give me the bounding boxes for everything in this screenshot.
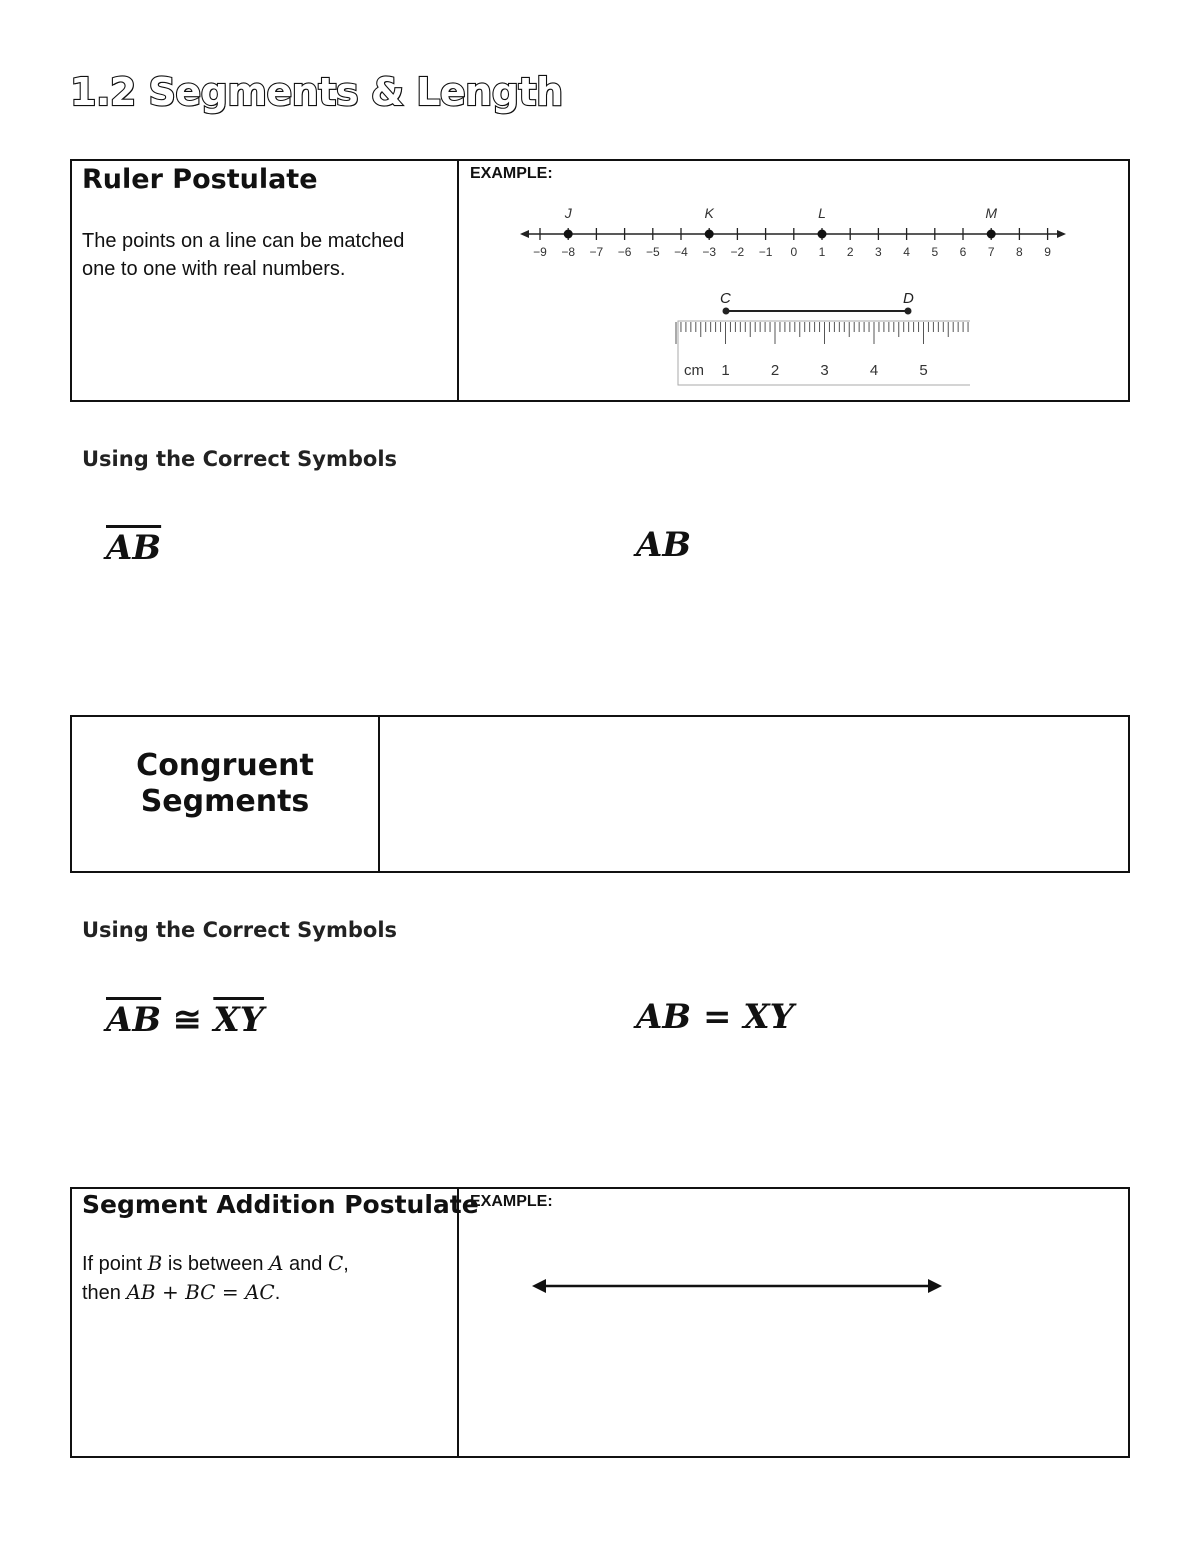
point-c — [723, 308, 730, 315]
number-line-tick-label: 1 — [818, 245, 826, 259]
segment-ab-congruent: $\overline{AB}$ — [106, 1000, 162, 1040]
addition-example-line — [530, 1274, 945, 1298]
symbols-heading-2: Using the Correct Symbols — [82, 918, 398, 942]
var-c: C — [327, 1251, 344, 1275]
number-line-tick-label: 8 — [1016, 245, 1023, 259]
number-line-point-l — [818, 230, 827, 239]
congruent-segments-heading — [72, 748, 378, 820]
number-line-tick-label: 3 — [875, 245, 882, 259]
example-line-left-arrow — [532, 1279, 546, 1293]
congruent-segments-divider — [378, 715, 380, 873]
number-line-tick-label: −5 — [645, 245, 660, 259]
congruence-statement — [106, 1000, 264, 1040]
number-line-point-k — [705, 230, 714, 239]
point-d-label: D — [903, 290, 914, 307]
congruent-sign: ≅ — [172, 1000, 202, 1040]
var-a: A — [269, 1251, 284, 1275]
number-line-tick-label: −2 — [730, 245, 745, 259]
number-line-point-j — [564, 230, 573, 239]
segment-ab-symbol: $\overline{AB}$ — [106, 528, 162, 568]
ruler-number: 4 — [869, 362, 879, 379]
addition-line-1-end: , — [343, 1253, 349, 1275]
congruent-heading-line-1: Congruent — [136, 748, 314, 783]
ruler-number: 3 — [820, 362, 829, 379]
number-line-tick-label: 9 — [1044, 245, 1051, 259]
addition-line-1-and: and — [283, 1253, 328, 1275]
segment-addition-description — [82, 1249, 349, 1307]
ruler-unit: cm — [684, 362, 704, 379]
number-line-right-arrow — [1057, 230, 1066, 238]
number-line-point-label-l: L — [818, 205, 826, 221]
ruler-figure — [670, 285, 980, 390]
number-line-point-label-m: M — [985, 205, 998, 221]
point-c-label: C — [720, 290, 731, 307]
length-equation: AB = XY — [636, 997, 794, 1037]
ruler-postulate-divider — [457, 159, 459, 402]
addition-line-2-end: . — [274, 1282, 281, 1304]
addition-line-1-prefix: If point — [82, 1253, 148, 1275]
number-line-point-m — [987, 230, 996, 239]
number-line-tick-label: −1 — [758, 245, 773, 259]
page-title: 1.2 Segments & Length — [70, 70, 563, 114]
number-line-tick-label: 0 — [790, 245, 798, 259]
description-line-2: one to one with real numbers. — [82, 258, 346, 280]
congruent-heading-line-2: Segments — [140, 784, 310, 819]
number-line-tick-label: 6 — [959, 245, 967, 259]
number-line-left-arrow — [520, 230, 529, 238]
number-line-tick-label: 7 — [987, 245, 995, 259]
length-ab-symbol: AB — [636, 525, 692, 565]
description-line-1: The points on a line can be matched — [82, 230, 405, 252]
segment-addition-divider — [457, 1187, 459, 1458]
number-line-tick-label: −7 — [589, 245, 604, 259]
number-line-tick-label: −8 — [561, 245, 576, 259]
addition-line-2-prefix: then — [82, 1282, 127, 1304]
number-line-tick-label: −9 — [533, 245, 547, 259]
ruler-number: 2 — [770, 362, 780, 379]
ruler-number: 5 — [919, 362, 928, 379]
number-line-point-label-j: J — [564, 205, 572, 221]
number-line-tick-label: −3 — [702, 245, 717, 259]
number-line-tick-label: −4 — [674, 245, 688, 259]
addition-line-1 — [82, 1249, 349, 1278]
segment-addition-box — [70, 1187, 1130, 1458]
segment-xy-congruent: $\overline{XY}$ — [213, 1000, 264, 1040]
segment-addition-heading: Segment Addition Postulate — [82, 1190, 479, 1219]
symbols-heading-1: Using the Correct Symbols — [82, 447, 398, 471]
var-b: B — [147, 1251, 163, 1275]
number-line-tick-label: 4 — [903, 245, 910, 259]
ruler-postulate-heading: Ruler Postulate — [82, 164, 318, 195]
addition-example-label: EXAMPLE: — [470, 1193, 553, 1210]
addition-line-2 — [82, 1278, 349, 1307]
addition-equation: AB + BC = AC — [126, 1280, 275, 1304]
addition-line-1-mid: is between — [162, 1253, 270, 1275]
number-line-tick-label: −6 — [617, 245, 632, 259]
point-d — [905, 308, 912, 315]
ruler-postulate-description — [82, 227, 404, 283]
number-line — [520, 200, 1080, 265]
ruler-number: 1 — [721, 362, 730, 379]
ruler-example-label: EXAMPLE: — [470, 165, 553, 182]
number-line-tick-label: 2 — [846, 245, 854, 259]
number-line-point-label-k: K — [704, 205, 714, 221]
number-line-tick-label: 5 — [931, 245, 939, 259]
example-line-right-arrow — [928, 1279, 942, 1293]
